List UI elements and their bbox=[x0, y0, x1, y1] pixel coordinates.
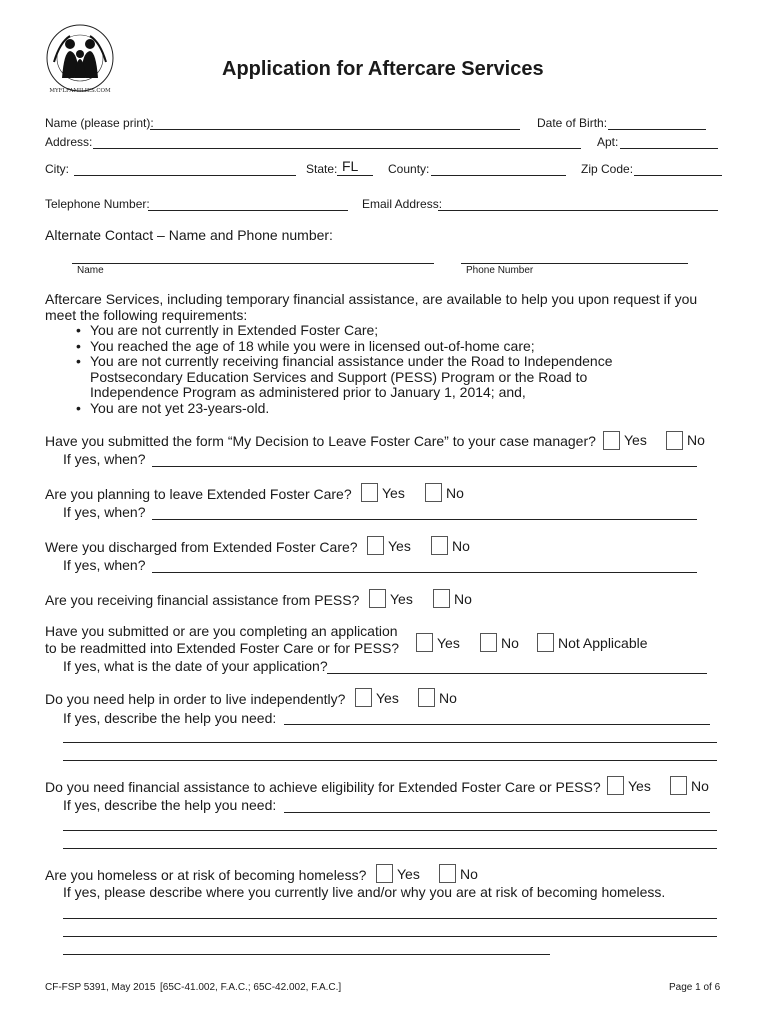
q5-no-label: No bbox=[501, 635, 519, 651]
q1-text: Have you submitted the form “My Decision to Leave Foster Care” to your case manager? bbox=[45, 433, 596, 449]
q3-text: Were you discharged from Extended Foster Care? bbox=[45, 539, 358, 555]
zip-label: Zip Code: bbox=[581, 162, 634, 176]
q7-help-field-3[interactable] bbox=[63, 848, 717, 849]
alternate-phone-field[interactable] bbox=[461, 263, 688, 264]
dob-field[interactable] bbox=[608, 129, 706, 130]
q4-yes-checkbox[interactable] bbox=[369, 589, 386, 608]
q8-no-label: No bbox=[460, 866, 478, 882]
q3-no-label: No bbox=[452, 538, 470, 554]
q5-text-line2: to be readmitted into Extended Foster Care or for PESS? bbox=[45, 640, 400, 656]
zip-field[interactable] bbox=[634, 175, 722, 176]
q2-no-checkbox[interactable] bbox=[425, 483, 442, 502]
q8-describe-field-2[interactable] bbox=[63, 936, 717, 937]
q8-followup: If yes, please describe where you currently live and/or why you are at risk of becoming homeless. bbox=[63, 884, 666, 900]
q5-yes-label: Yes bbox=[437, 635, 460, 651]
q5-no-checkbox[interactable] bbox=[480, 633, 497, 652]
q3-followup: If yes, when? bbox=[63, 557, 146, 573]
q4-yes-label: Yes bbox=[390, 591, 413, 607]
q2-followup: If yes, when? bbox=[63, 504, 146, 520]
q2-when-field[interactable] bbox=[152, 519, 697, 520]
q1-yes-checkbox[interactable] bbox=[603, 431, 620, 450]
q6-no-label: No bbox=[439, 690, 457, 706]
state-field[interactable] bbox=[337, 175, 373, 176]
page-number: Page 1 of 6 bbox=[669, 982, 721, 993]
q2-yes-label: Yes bbox=[382, 485, 405, 501]
q6-yes-checkbox[interactable] bbox=[355, 688, 372, 707]
q2-yes-checkbox[interactable] bbox=[361, 483, 378, 502]
q4-no-checkbox[interactable] bbox=[433, 589, 450, 608]
apt-field[interactable] bbox=[620, 148, 718, 149]
q1-no-label: No bbox=[687, 432, 705, 448]
county-label: County: bbox=[388, 162, 430, 176]
q6-text: Do you need help in order to live independently? bbox=[45, 691, 346, 707]
q6-help-field-3[interactable] bbox=[63, 760, 717, 761]
q8-text: Are you homeless or at risk of becoming homeless? bbox=[45, 867, 367, 883]
page-title: Application for Aftercare Services bbox=[222, 58, 544, 80]
q3-when-field[interactable] bbox=[152, 572, 697, 573]
q5-na-label: Not Applicable bbox=[558, 635, 648, 651]
q6-help-field-2[interactable] bbox=[63, 742, 717, 743]
q4-text: Are you receiving financial assistance from PESS? bbox=[45, 592, 360, 608]
dob-label: Date of Birth: bbox=[537, 116, 608, 130]
requirement-item: • You are not currently receiving financial assistance under the Road to Independence Postsecondary Education Services and Support (PESS) Program or the Road to Independence Program as administered prior to January 1, 2014; and, bbox=[73, 354, 620, 401]
q2-text: Are you planning to leave Extended Foster Care? bbox=[45, 486, 352, 502]
alternate-phone-caption: Phone Number bbox=[466, 265, 534, 276]
q3-no-checkbox[interactable] bbox=[431, 536, 448, 555]
q6-help-field-1[interactable] bbox=[284, 724, 710, 725]
email-label: Email Address: bbox=[362, 197, 443, 211]
q4-no-label: No bbox=[454, 591, 472, 607]
q6-yes-label: Yes bbox=[376, 690, 399, 706]
q7-yes-checkbox[interactable] bbox=[607, 776, 624, 795]
q8-yes-checkbox[interactable] bbox=[376, 864, 393, 883]
q7-help-field-2[interactable] bbox=[63, 830, 717, 831]
requirement-item: • You are not currently in Extended Foster Care; bbox=[73, 323, 618, 339]
q8-yes-label: Yes bbox=[397, 866, 420, 882]
q7-no-label: No bbox=[691, 778, 709, 794]
q7-help-field-1[interactable] bbox=[284, 812, 710, 813]
email-field[interactable] bbox=[438, 210, 718, 211]
city-field[interactable] bbox=[74, 175, 296, 176]
form-id: CF-FSP 5391, May 2015 bbox=[45, 982, 156, 993]
q6-followup: If yes, describe the help you need: bbox=[63, 710, 277, 726]
florida-dcf-seal bbox=[40, 22, 120, 102]
phone-field[interactable] bbox=[148, 210, 348, 211]
q5-na-checkbox[interactable] bbox=[537, 633, 554, 652]
q7-text: Do you need financial assistance to achieve eligibility for Extended Foster Care or PESS? bbox=[45, 779, 601, 795]
phone-label: Telephone Number: bbox=[45, 197, 150, 211]
q8-no-checkbox[interactable] bbox=[439, 864, 456, 883]
q1-yes-label: Yes bbox=[624, 432, 647, 448]
alternate-contact-heading: Alternate Contact – Name and Phone number: bbox=[45, 227, 333, 243]
requirement-item: • You reached the age of 18 while you were in licensed out-of-home care; bbox=[73, 339, 618, 355]
address-field[interactable] bbox=[93, 148, 581, 149]
name-field[interactable] bbox=[150, 129, 520, 130]
q1-when-field[interactable] bbox=[152, 466, 697, 467]
name-label: Name (please print): bbox=[45, 116, 154, 130]
q1-followup: If yes, when? bbox=[63, 451, 146, 467]
q1-no-checkbox[interactable] bbox=[666, 431, 683, 450]
address-label: Address: bbox=[45, 135, 93, 149]
state-value: FL bbox=[342, 158, 359, 174]
requirements-intro: Aftercare Services, including temporary financial assistance, are available to help you upon request if you meet the following requirements: bbox=[45, 291, 698, 323]
seal-url: MYFLFAMILIES.COM bbox=[49, 88, 111, 94]
q7-no-checkbox[interactable] bbox=[670, 776, 687, 795]
requirements-list bbox=[73, 323, 618, 417]
q8-describe-field-1[interactable] bbox=[63, 918, 717, 919]
q5-followup: If yes, what is the date of your application? bbox=[63, 658, 328, 674]
alternate-name-field[interactable] bbox=[72, 263, 434, 264]
q5-date-field[interactable] bbox=[327, 673, 707, 674]
apt-label: Apt: bbox=[597, 135, 619, 149]
q5-yes-checkbox[interactable] bbox=[416, 633, 433, 652]
seal-graphic bbox=[40, 22, 120, 94]
alternate-name-caption: Name bbox=[77, 265, 104, 276]
q3-yes-checkbox[interactable] bbox=[367, 536, 384, 555]
state-label: State: bbox=[306, 162, 338, 176]
q8-describe-field-3[interactable] bbox=[63, 954, 550, 955]
q2-no-label: No bbox=[446, 485, 464, 501]
city-label: City: bbox=[45, 162, 69, 176]
q6-no-checkbox[interactable] bbox=[418, 688, 435, 707]
q7-followup: If yes, describe the help you need: bbox=[63, 797, 277, 813]
county-field[interactable] bbox=[431, 175, 566, 176]
requirement-item: • You are not yet 23-years-old. bbox=[73, 401, 618, 417]
q7-yes-label: Yes bbox=[628, 778, 651, 794]
q5-text-line1: Have you submitted or are you completing an application bbox=[45, 623, 398, 639]
form-citation: [65C-41.002, F.A.C.; 65C-42.002, F.A.C.] bbox=[160, 982, 342, 993]
q3-yes-label: Yes bbox=[388, 538, 411, 554]
